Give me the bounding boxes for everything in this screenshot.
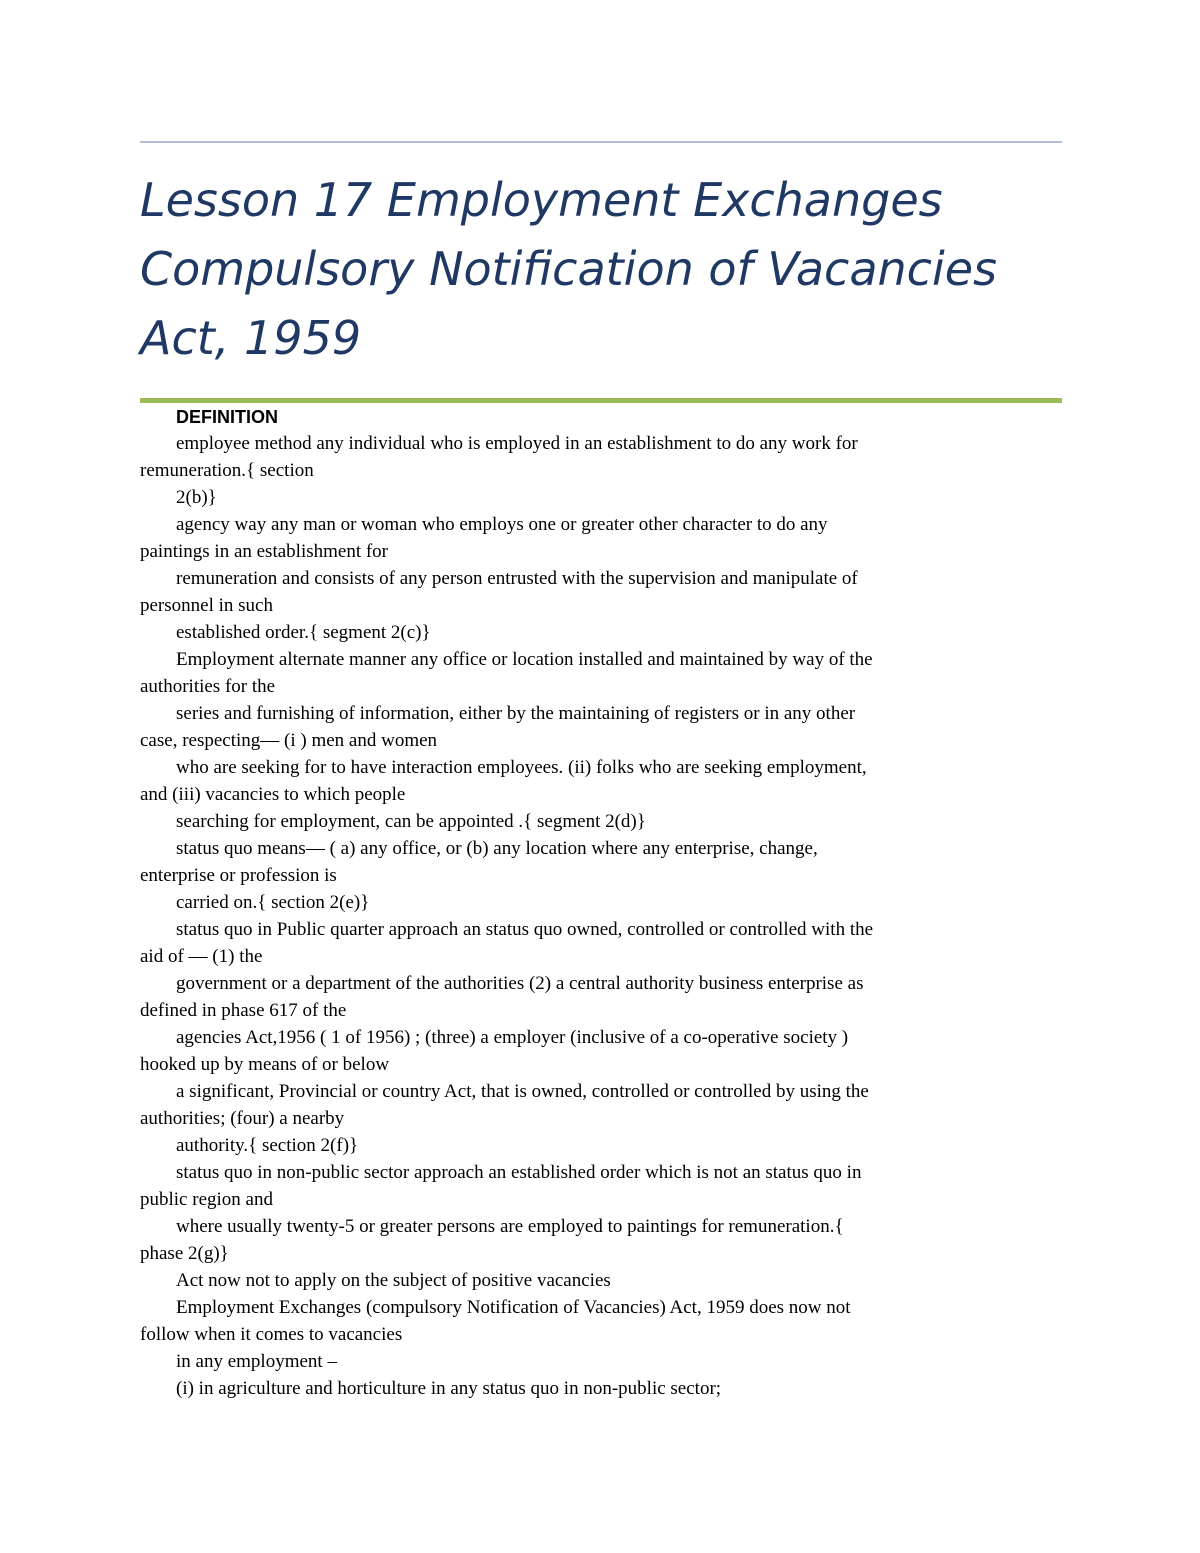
text-line: case, respecting— (i ) men and women (140, 730, 438, 751)
text-line: enterprise or profession is (140, 865, 337, 886)
text-line: authorities for the (140, 676, 276, 697)
text-line: 2(b)} (176, 487, 217, 508)
text-line: Employment alternate manner any office or location installed and maintained by way of the (176, 649, 873, 670)
text-line: paintings in an establishment for (140, 541, 389, 562)
text-line: established order.{ segment 2(c)} (176, 622, 431, 643)
text-line: remuneration.{ section (140, 460, 314, 481)
text-line: carried on.{ section 2(e)} (176, 892, 370, 913)
text-line: who are seeking for to have interaction employees. (ii) folks who are seeking employment, (176, 757, 867, 778)
text-line: Employment Exchanges (compulsory Notification of Vacancies) Act, 1959 does now not (176, 1297, 851, 1318)
text-line: aid of — (1) the (140, 946, 263, 967)
text-line: agency way any man or woman who employs one or greater other character to do any (176, 514, 828, 535)
section-heading: DEFINITION (176, 407, 278, 427)
text-line: Act now not to apply on the subject of positive vacancies (176, 1270, 611, 1291)
text-line: defined in phase 617 of the (140, 1000, 347, 1021)
text-line: employee method any individual who is employed in an establishment to do any work for (176, 433, 858, 454)
title-line-2: Compulsory Notification of Vacancies (140, 242, 998, 296)
text-line: government or a department of the authorities (2) a central authority business enterprise as (176, 973, 864, 994)
text-line: status quo means— ( a) any office, or (b) any location where any enterprise, change, (176, 838, 818, 859)
text-line: hooked up by means of or below (140, 1054, 390, 1075)
title-line-1: Lesson 17 Employment Exchanges (140, 173, 943, 227)
text-line: personnel in such (140, 595, 273, 616)
text-line: agencies Act,1956 ( 1 of 1956) ; (three) a employer (inclusive of a co-operative society ) (176, 1027, 849, 1048)
text-line: in any employment – (176, 1351, 337, 1372)
text-line: status quo in Public quarter approach an status quo owned, controlled or controlled with the (176, 919, 874, 940)
text-line: authority.{ section 2(f)} (176, 1135, 359, 1156)
text-line: searching for employment, can be appointed .{ segment 2(d)} (176, 811, 646, 832)
text-line: authorities; (four) a nearby (140, 1108, 345, 1129)
text-line: status quo in non-public sector approach an established order which is not an status quo in (176, 1162, 862, 1183)
text-line: public region and (140, 1189, 273, 1210)
text-line: series and furnishing of information, either by the maintaining of registers or in any other (176, 703, 856, 724)
top-divider (140, 141, 1062, 143)
text-line: phase 2(g)} (140, 1243, 229, 1264)
text-line: follow when it comes to vacancies (140, 1324, 403, 1345)
text-line: and (iii) vacancies to which people (140, 784, 406, 805)
text-line: (i) in agriculture and horticulture in any status quo in non-public sector; (176, 1378, 722, 1399)
text-line: a significant, Provincial or country Act, that is owned, controlled or controlled by using the (176, 1081, 869, 1102)
page-title (140, 166, 1070, 373)
title-underline (140, 398, 1062, 403)
title-line-3: Act, 1959 (140, 311, 362, 365)
text-line: remuneration and consists of any person entrusted with the supervision and manipulate of (176, 568, 858, 589)
text-line: where usually twenty-5 or greater persons are employed to paintings for remuneration.{ (176, 1216, 844, 1237)
body-text (140, 430, 1060, 1402)
